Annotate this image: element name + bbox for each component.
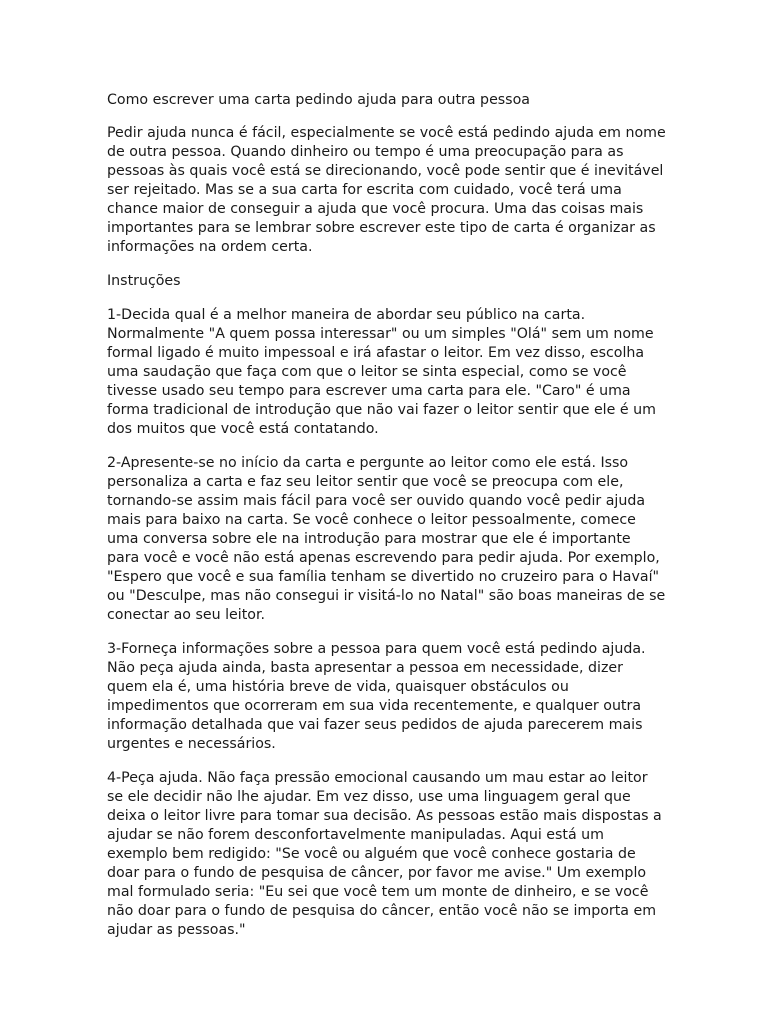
- step-paragraph-1: 1-Decida qual é a melhor maneira de abordar seu público na carta. Normalmente "A quem possa interessar" ou um simples "Olá" sem um nome formal ligado é muito impessoal e irá afastar o leitor. Em vez disso, escolha uma saudação que faça com que o leitor se sinta especial, como se você tivesse usado seu tempo para escrever uma carta para ele. "Caro" é uma forma tradicional de introdução que não vai fazer o leitor sentir que ele é um dos muitos que você está contatando.: [107, 307, 656, 437]
- step-paragraph-2: 2-Apresente-se no início da carta e pergunte ao leitor como ele está. Isso personaliza a carta e faz seu leitor sentir que você se preocupa com ele, tornando-se assim mais fácil para você ser ouvido quando você pedir ajuda mais para baixo na carta. Se você conhece o leitor pessoalmente, comece uma conversa sobre ele na introdução para mostrar que ele é importante para você e você não está apenas escrevendo para pedir ajuda. Por exemplo, "Espero que você e sua família tenham se divertido no cruzeiro para o Havaí" ou "Desculpe, mas não consegui ir visitá-lo no Natal" são boas maneiras de se conectar ao seu leitor.: [107, 455, 666, 623]
- step-paragraph-3: 3-Forneça informações sobre a pessoa para quem você está pedindo ajuda. Não peça ajuda ainda, basta apresentar a pessoa em necessidade, dizer quem ela é, uma história breve de vida, quaisquer obstáculos ou impedimentos que ocorreram em sua vida recentemente, e qualquer outra informação detalhada que vai fazer seus pedidos de ajuda parecerem mais urgentes e necessários.: [107, 641, 646, 752]
- instructions-heading: Instruções: [107, 273, 181, 289]
- step-paragraph-4: 4-Peça ajuda. Não faça pressão emocional causando um mau estar ao leitor se ele decidir não lhe ajudar. Em vez disso, use uma linguagem geral que deixa o leitor livre para tomar sua decisão. As pessoas estão mais dispostas a ajudar se não forem desconfortavelmente manipuladas. Aqui está um exemplo bem redigido: "Se você ou alguém que você conhece gostaria de doar para o fundo de pesquisa de câncer, por favor me avise." Um exemplo mal formulado seria: "Eu sei que você tem um monte de dinheiro, e se você não doar para o fundo de pesquisa do câncer, então você não se importa em ajudar as pessoas.": [107, 770, 662, 938]
- document-body: [107, 91, 667, 955]
- intro-paragraph: Pedir ajuda nunca é fácil, especialmente se você está pedindo ajuda em nome de outra pessoa. Quando dinheiro ou tempo é uma preocupação para as pessoas às quais você está se direcionando, você pode sentir que é inevitável ser rejeitado. Mas se a sua carta for escrita com cuidado, você terá uma chance maior de conseguir a ajuda que você procura. Uma das coisas mais importantes para se lembrar sobre escrever este tipo de carta é organizar as informações na ordem certa.: [107, 125, 666, 255]
- document-title: Como escrever uma carta pedindo ajuda para outra pessoa: [107, 92, 530, 108]
